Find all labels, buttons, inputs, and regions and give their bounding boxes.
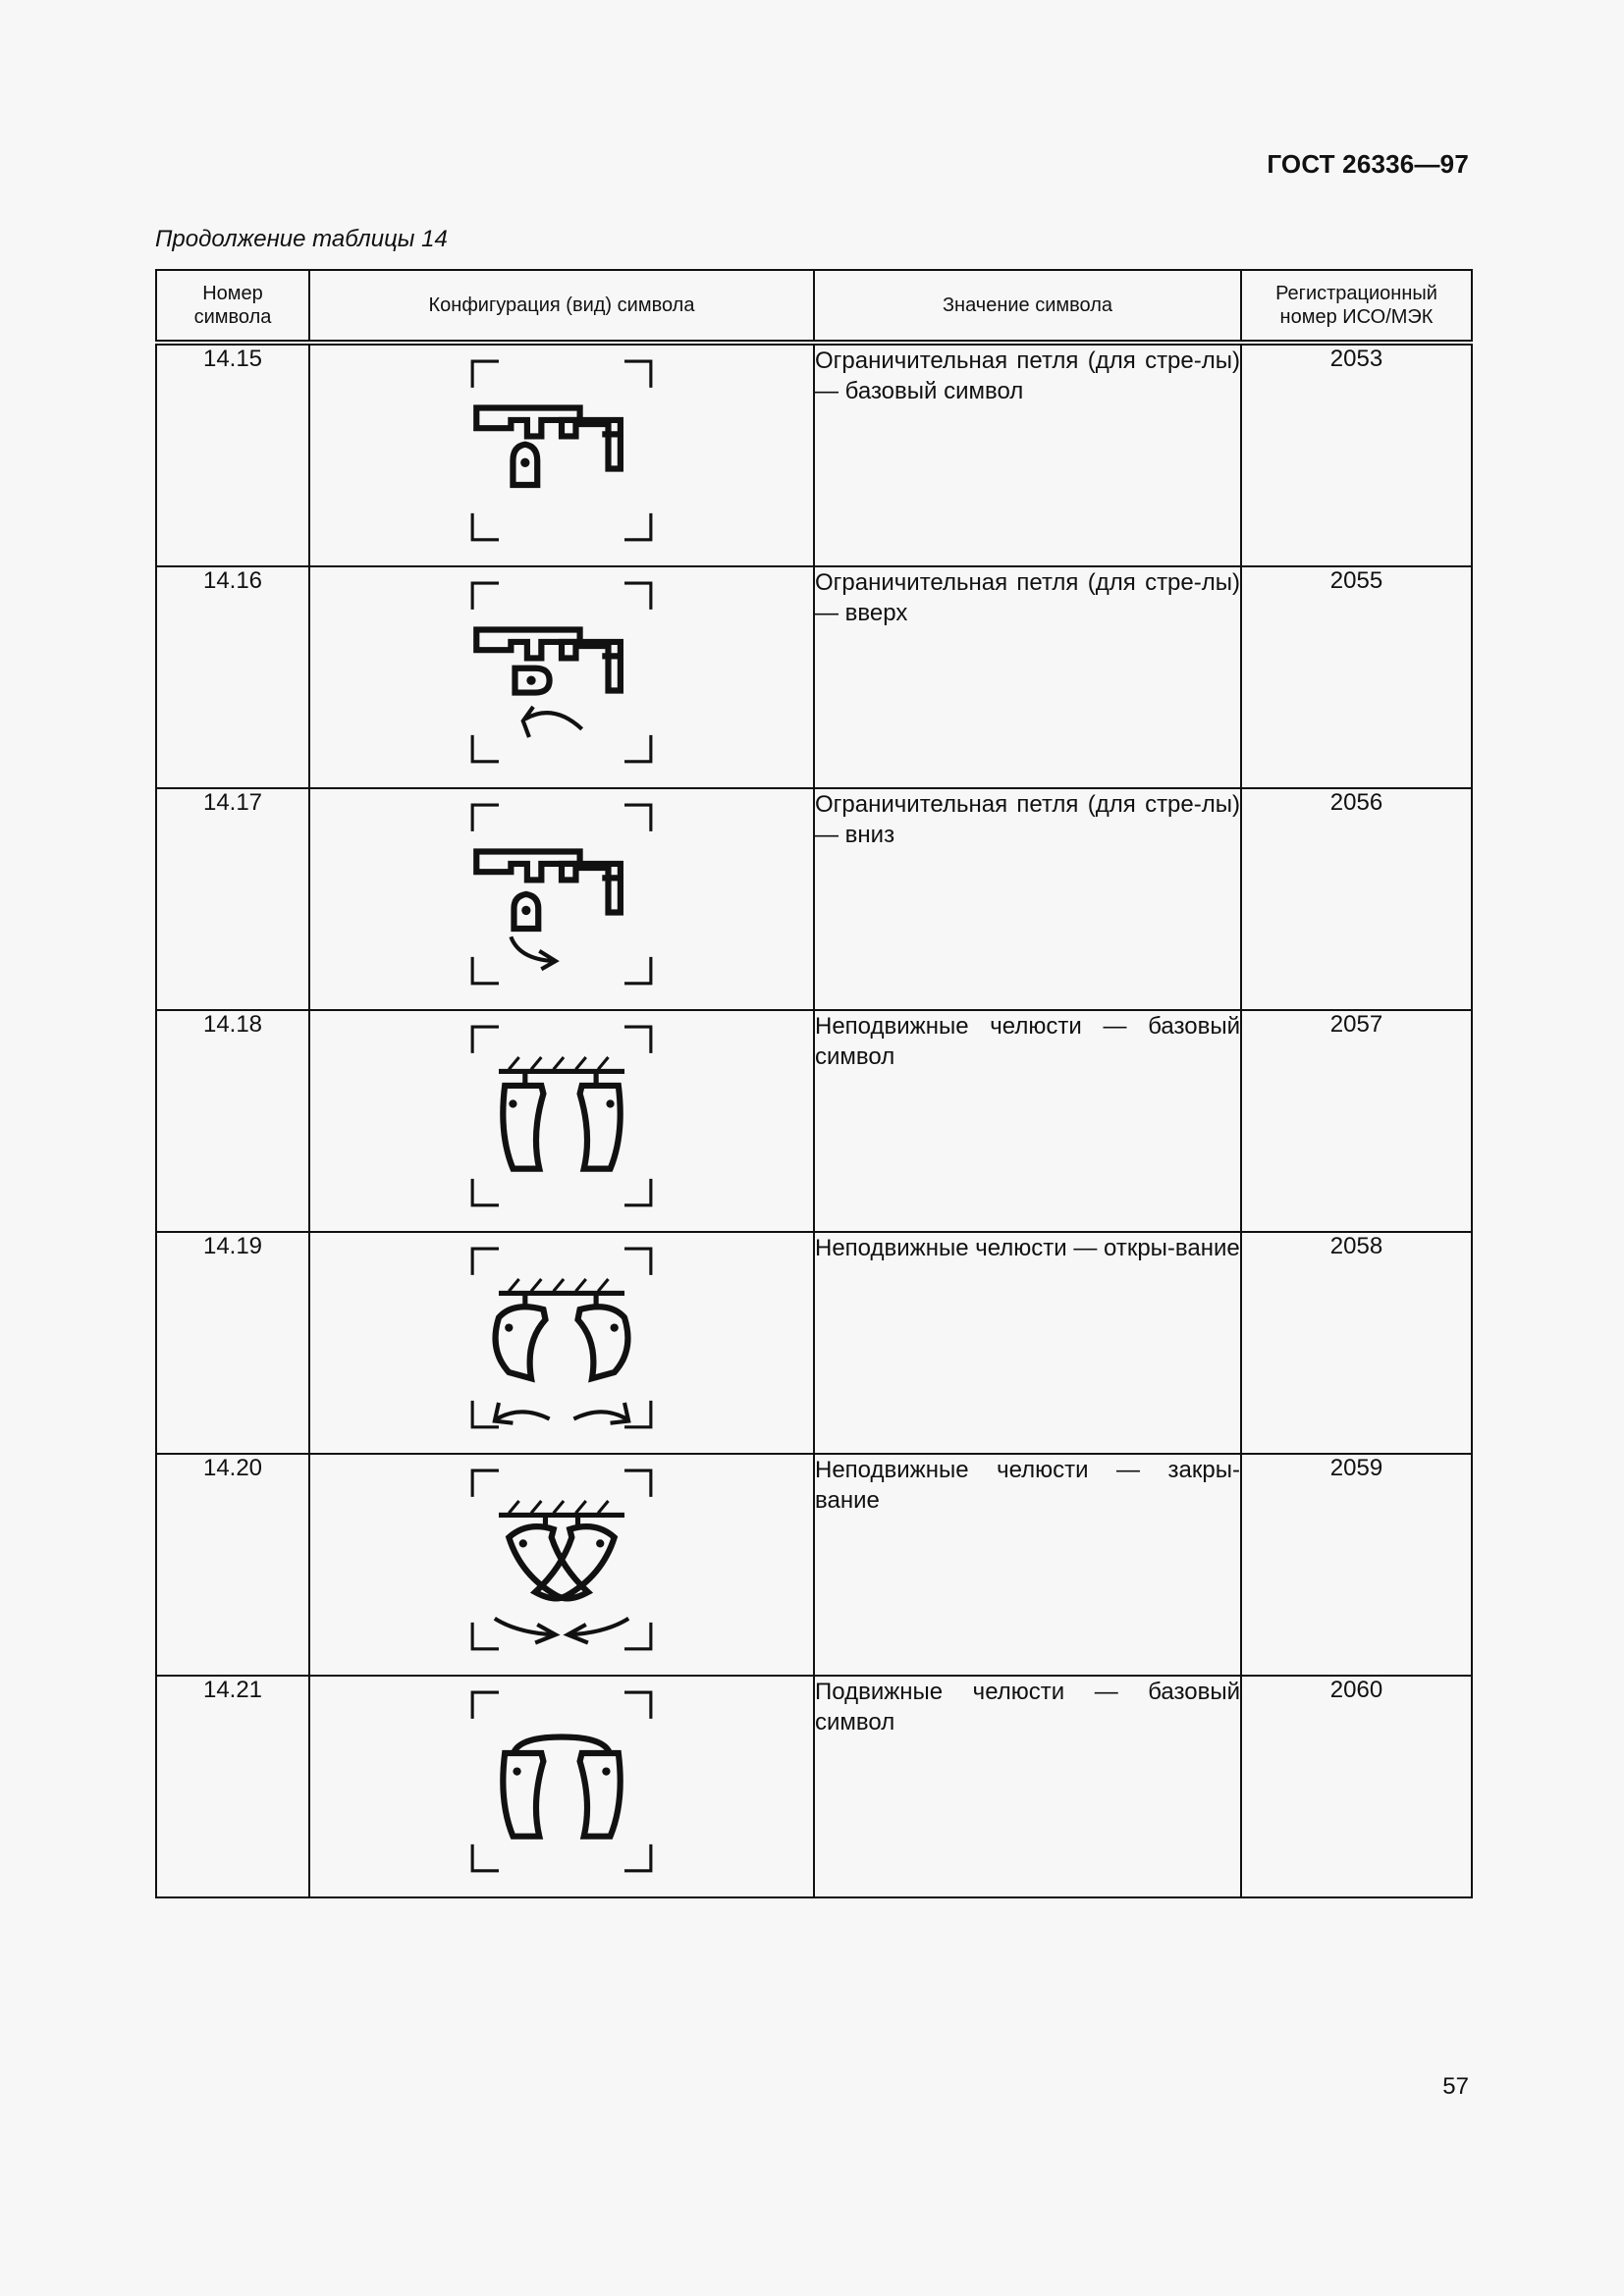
table-row bbox=[156, 1454, 1472, 1676]
registration-number: 2057 bbox=[1241, 1010, 1472, 1232]
table-row bbox=[156, 1676, 1472, 1897]
symbol-number: 14.21 bbox=[156, 1676, 309, 1897]
symbol-meaning: Ограничительная петля (для стре-лы) — вниз bbox=[814, 788, 1241, 1010]
fixed-jaws-close-icon bbox=[468, 1459, 655, 1667]
symbol-meaning: Ограничительная петля (для стре-лы) — вверх bbox=[814, 566, 1241, 788]
registration-number: 2053 bbox=[1241, 343, 1472, 566]
symbol-number: 14.15 bbox=[156, 343, 309, 566]
table-row bbox=[156, 566, 1472, 788]
header-number: Номер символа bbox=[156, 270, 309, 343]
symbol-meaning: Неподвижные челюсти — базовый символ bbox=[814, 1010, 1241, 1232]
symbol-meaning: Подвижные челюсти — базовый символ bbox=[814, 1676, 1241, 1897]
symbol-meaning: Неподвижные челюсти — откры-вание bbox=[814, 1232, 1241, 1454]
symbol-number: 14.18 bbox=[156, 1010, 309, 1232]
header-meaning: Значение символа bbox=[814, 270, 1241, 343]
table-row bbox=[156, 1232, 1472, 1454]
fixed-jaws-open-icon bbox=[468, 1237, 655, 1445]
fixed-jaws-base-icon bbox=[468, 1015, 655, 1223]
boom-restraint-loop-up-icon bbox=[468, 571, 655, 779]
table-row bbox=[156, 1010, 1472, 1232]
symbols-table bbox=[155, 269, 1473, 1898]
header-registration: Регистрационный номер ИСО/МЭК bbox=[1241, 270, 1472, 343]
symbol-number: 14.17 bbox=[156, 788, 309, 1010]
table-row bbox=[156, 788, 1472, 1010]
table-header-row bbox=[156, 270, 1472, 343]
registration-number: 2060 bbox=[1241, 1676, 1472, 1897]
registration-number: 2055 bbox=[1241, 566, 1472, 788]
document-code: ГОСТ 26336—97 bbox=[1267, 149, 1469, 179]
header-configuration: Конфигурация (вид) символа bbox=[309, 270, 814, 343]
registration-number: 2059 bbox=[1241, 1454, 1472, 1676]
symbol-number: 14.19 bbox=[156, 1232, 309, 1454]
table-row bbox=[156, 343, 1472, 566]
symbol-number: 14.16 bbox=[156, 566, 309, 788]
symbol-number: 14.20 bbox=[156, 1454, 309, 1676]
page-number: 57 bbox=[1442, 2073, 1469, 2100]
symbol-meaning: Неподвижные челюсти — закры-вание bbox=[814, 1454, 1241, 1676]
table-caption: Продолжение таблицы 14 bbox=[155, 226, 448, 252]
registration-number: 2056 bbox=[1241, 788, 1472, 1010]
symbol-meaning: Ограничительная петля (для стре-лы) — базовый символ bbox=[814, 343, 1241, 566]
movable-jaws-base-icon bbox=[468, 1681, 655, 1889]
boom-restraint-loop-base-icon bbox=[468, 349, 655, 558]
boom-restraint-loop-down-icon bbox=[468, 793, 655, 1001]
registration-number: 2058 bbox=[1241, 1232, 1472, 1454]
